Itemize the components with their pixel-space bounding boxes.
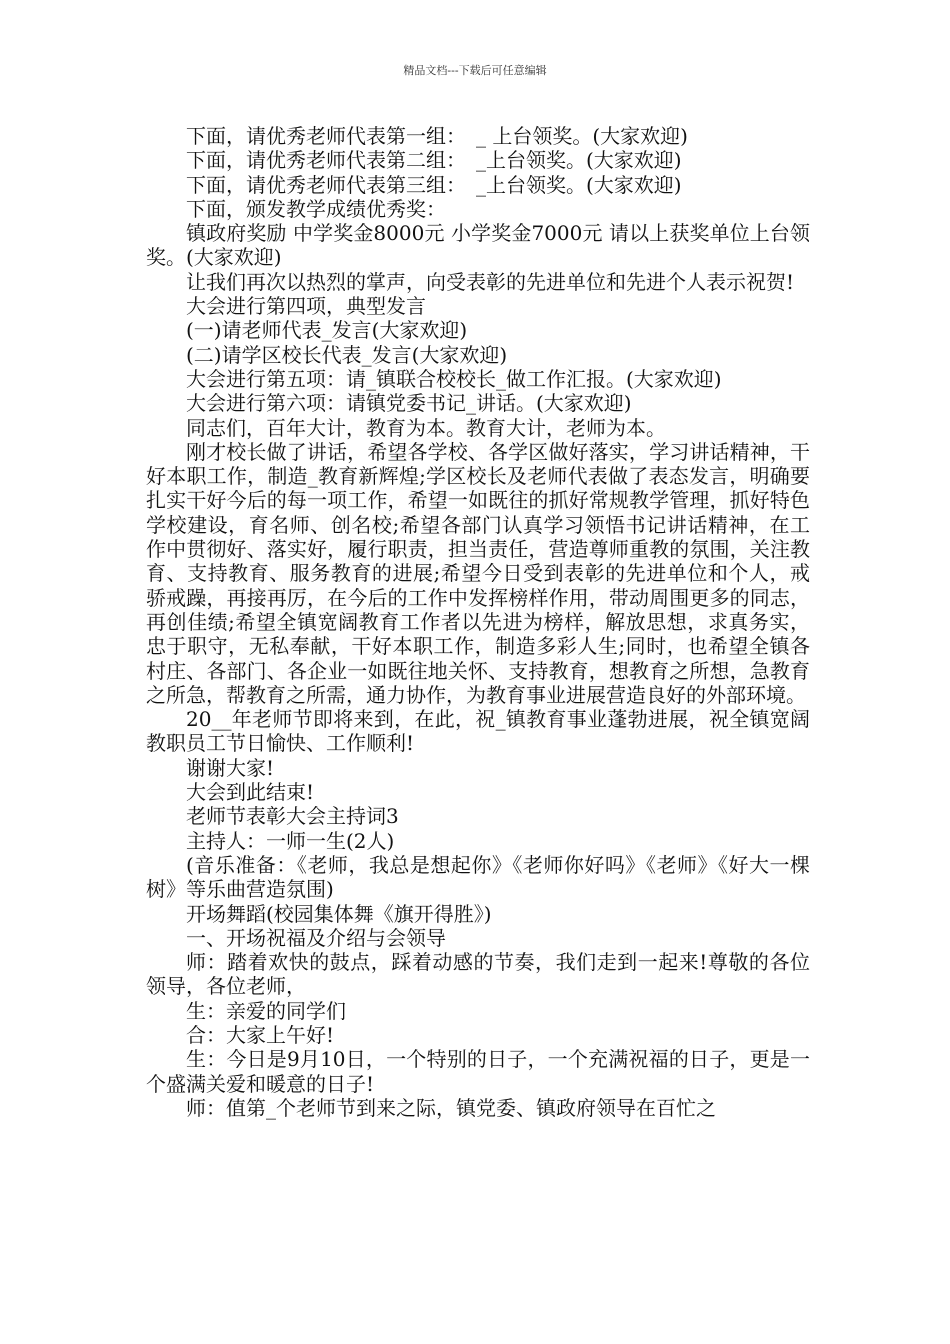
paragraph: (音乐准备：《老师，我总是想起你》《老师你好吗》《老师》《好大一棵树》等乐曲营造氛围) — [146, 852, 810, 902]
paragraph: 下面，请优秀老师代表第二组： _上台领奖。(大家欢迎) — [186, 148, 682, 173]
section-title: 老师节表彰大会主持词3 — [186, 804, 399, 829]
paragraph: 合：大家上午好! — [186, 1022, 335, 1047]
paragraph: (一)请老师代表_发言(大家欢迎) — [186, 318, 468, 343]
paragraph: 谢谢大家! — [186, 755, 275, 780]
paragraph: 生：今日是9月10日，一个特别的日子，一个充满祝福的日子，更是一个盛满关爱和暖意的日子! — [146, 1047, 810, 1096]
paragraph: 同志们，百年大计，教育为本。教育大计，老师为本。 — [186, 415, 666, 440]
paragraph: 大会进行第六项：请镇党委书记_讲话。(大家欢迎) — [186, 391, 632, 416]
paragraph: 刚才校长做了讲话，希望各学校、各学区做好落实，学习讲话精神，干好本职工作，制造_教育新辉煌;学区校长及老师代表做了表态发言，明确要扎实干好今后的每一项工作，希望一如既往的抓好常规教学管理，抓好特色学校建设，育名师、创名校;希望各部门认真学习领悟书记讲话精神，在工作中贯彻好、落实好，履行职责，担当责任，营造尊师重教的氛围，关注教育、支持教育、服务教育的进展;希望今日受到表彰的先进单位和个人，戒骄戒躁，再接再厉，在今后的工作中发挥榜样作用，带动周围更多的同志，再创佳绩;希望全镇宽阔教育工作者以先进为榜样，解放思想，求真务实，忠于职守，无私奉献，干好本职工作，制造多彩人生;同时，也希望全镇各村庄、各部门、各企业一如既往地关怀、支持教育，想教育之所想，急教育之所急，帮教育之所需，通力协作，为教育事业进展营造良好的外部环境。 — [146, 439, 810, 707]
paragraph: 下面，颁发教学成绩优秀奖： — [186, 196, 446, 221]
paragraph: 主持人：一师一生(2人) — [186, 828, 395, 853]
document-body — [146, 124, 810, 1120]
paragraph: 师：值第_个老师节到来之际，镇党委、镇政府领导在百忙之 — [186, 1095, 716, 1120]
paragraph: 生：亲爱的同学们 — [186, 998, 346, 1023]
paragraph: 大会进行第四项，典型发言 — [186, 294, 426, 319]
paragraph: 下面，请优秀老师代表第三组： _上台领奖。(大家欢迎) — [186, 172, 682, 197]
paragraph: 开场舞蹈(校园集体舞《旗开得胜》) — [186, 901, 492, 926]
paragraph: 20__年老师节即将来到，在此，祝_镇教育事业蓬勃进展，祝全镇宽阔教职员工节日愉快、工作顺利! — [146, 707, 810, 756]
paragraph: 镇政府奖励 中学奖金8000元 小学奖金7000元 请以上获奖单位上台领奖。(大家欢迎) — [146, 221, 810, 270]
paragraph: 大会进行第五项：请_镇联合校校长_做工作汇报。(大家欢迎) — [186, 366, 722, 391]
paragraph: (二)请学区校长代表_发言(大家欢迎) — [186, 342, 508, 367]
paragraph: 让我们再次以热烈的掌声，向受表彰的先进单位和先进个人表示祝贺! — [186, 269, 795, 294]
paragraph: 下面，请优秀老师代表第一组： _ 上台领奖。(大家欢迎) — [186, 124, 688, 148]
paragraph: 一、开场祝福及介绍与会领导 — [186, 925, 446, 950]
page-header: 精品文档---下载后可任意编辑 — [403, 64, 547, 77]
paragraph: 大会到此结束! — [186, 780, 315, 805]
paragraph: 师：踏着欢快的鼓点，踩着动感的节奏，我们走到一起来!尊敬的各位领导，各位老师， — [146, 950, 810, 999]
